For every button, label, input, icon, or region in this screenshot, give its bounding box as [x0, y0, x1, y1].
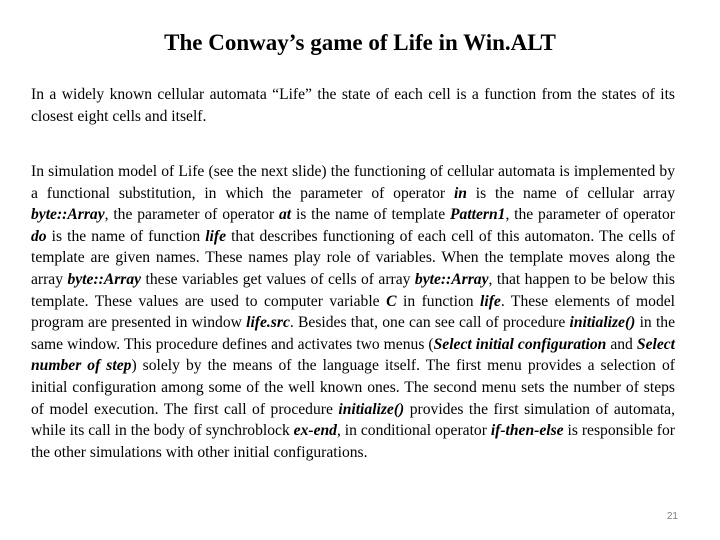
operator-keyword: in — [453, 184, 467, 202]
operator-keyword: at — [278, 206, 292, 224]
array-name: byte::Array — [414, 270, 489, 288]
function-name: life — [205, 227, 226, 245]
synchroblock-name: ex-end — [293, 422, 337, 440]
menu-name: Select number of step — [31, 335, 675, 375]
paragraph-text: . Besides that, one can see call of procedure — [289, 314, 570, 332]
template-name: Pattern1 — [450, 206, 506, 224]
window-name: life.src — [246, 314, 290, 332]
function-name: life — [480, 292, 501, 310]
paragraph-text: is the name of template — [291, 206, 450, 224]
page-number: 21 — [666, 511, 678, 522]
paragraph-text: provides the first simulation of automata, while its call in the body of synchroblock — [31, 400, 675, 440]
array-name: byte::Array — [31, 206, 105, 224]
paragraph-text: is the name of cellular array — [466, 184, 675, 202]
array-name: byte::Array — [67, 270, 142, 288]
paragraph-text: , that happen to be below this template. These values are used to computer variable — [31, 270, 675, 310]
paragraph-text: is the name of function — [46, 227, 206, 245]
intro-paragraph: In a widely known cellular automata “Life” the state of each cell is a function from the states of its closest eight cells and itself. — [31, 86, 675, 125]
paragraph-text: , the parameter of operator — [104, 206, 279, 224]
paragraph-text: and — [606, 335, 637, 353]
paragraph-text: In simulation model of Life (see the next slide) the functioning of cellular automata is implemented by a functional substitution, in which the parameter of operator — [31, 163, 675, 202]
menu-name: Select initial configuration — [433, 335, 607, 353]
procedure-name: initialize() — [338, 400, 405, 418]
slide-title: The Conway’s game of Life in Win.ALT — [164, 30, 556, 55]
description-paragraph — [31, 161, 675, 463]
paragraph-text: is responsible for the other simulations with other initial configurations. — [31, 422, 675, 461]
paragraph-text: , in conditional operator — [336, 422, 491, 440]
paragraph-text: in function — [396, 292, 481, 310]
paragraph-text: these variables get values of cells of array — [141, 270, 415, 288]
procedure-name: initialize() — [569, 314, 636, 332]
paragraph-text: . These elements of model program are presented in window — [31, 292, 675, 332]
paragraph-text: that describes functioning of each cell of this automaton. The cells of template are given names. These names play role of variables. When the template moves along the array — [31, 227, 675, 288]
operator-keyword: do — [31, 227, 47, 245]
paragraph-text: ) solely by the means of the language itself. The first menu provides a selection of initial configuration among some of the well known ones. The second menu sets the number of steps of model execution. The first call of procedure — [31, 357, 675, 418]
paragraph-text: in the same window. This procedure defines and activates two menus ( — [31, 314, 675, 353]
paragraph-text: , the parameter of operator — [505, 206, 675, 224]
variable-name: C — [386, 292, 397, 310]
operator-keyword: if-then-else — [490, 422, 564, 440]
